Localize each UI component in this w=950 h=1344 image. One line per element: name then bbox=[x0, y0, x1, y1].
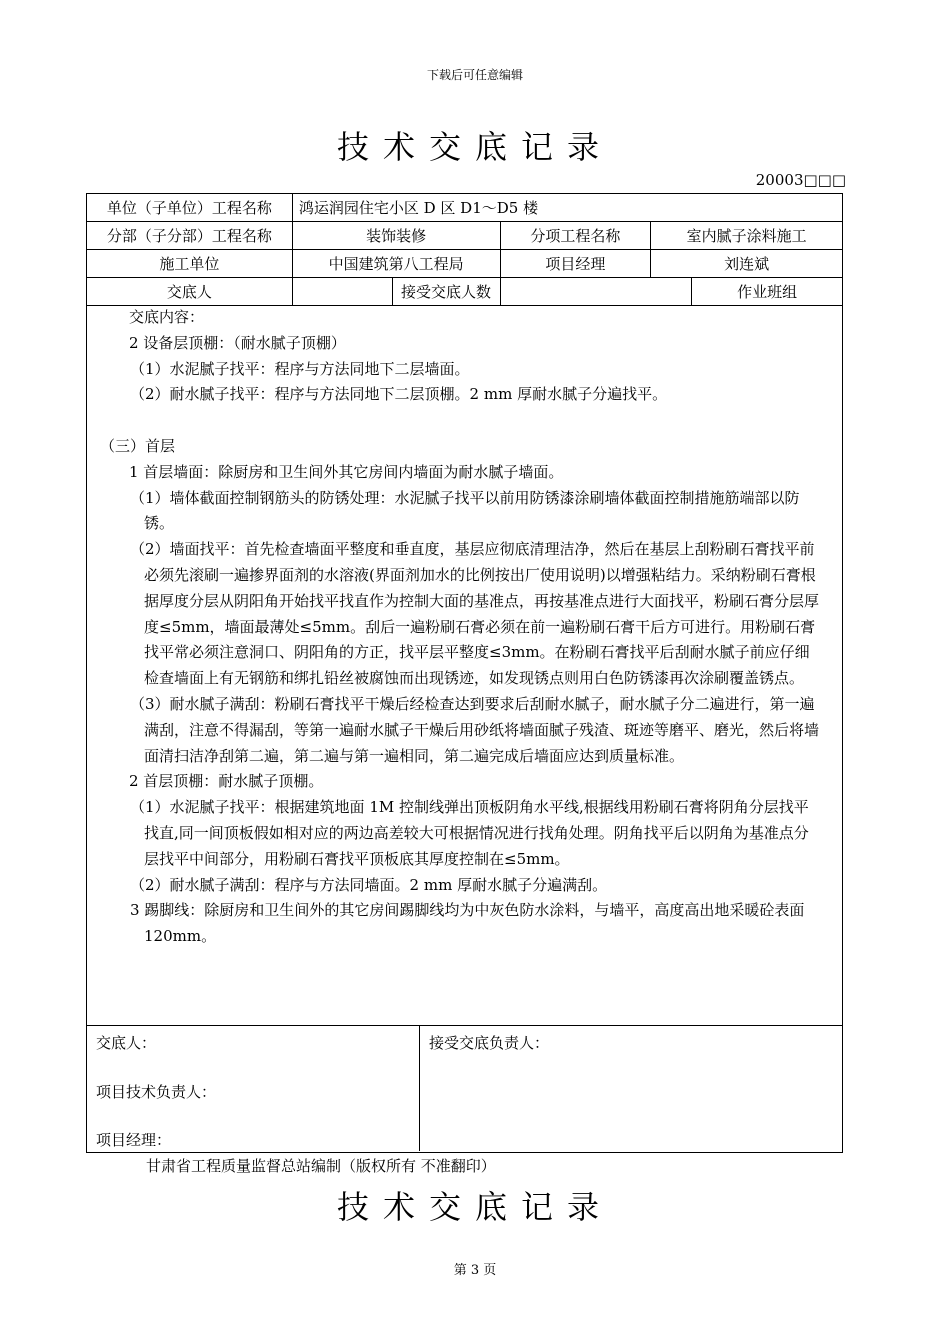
receivers-label: 接受交底人数 bbox=[392, 278, 500, 306]
table-row bbox=[87, 278, 843, 306]
item-label: 分项工程名称 bbox=[500, 222, 651, 250]
blank-line bbox=[96, 408, 821, 434]
pm-value: 刘连斌 bbox=[651, 250, 843, 278]
project-info-table bbox=[86, 193, 843, 306]
division-value: 装饰装修 bbox=[292, 222, 500, 250]
table-row bbox=[87, 250, 843, 278]
tech-lead-sign-label[interactable]: 项目技术负责人： bbox=[96, 1083, 217, 1101]
receivers-value[interactable] bbox=[500, 278, 692, 306]
manager-sign-label[interactable]: 项目经理： bbox=[96, 1131, 172, 1149]
disclosure-content bbox=[96, 305, 821, 950]
contractor-value: 中国建筑第八工程局 bbox=[292, 250, 500, 278]
footer-note: 甘肃省工程质量监督总站编制（版权所有 不准翻印） bbox=[146, 1157, 496, 1175]
document-code: 20003□□□ bbox=[755, 171, 846, 189]
content-line: （1）墙体截面控制钢筋头的防锈处理：水泥腻子找平以前用防锈漆涂刷墙体截面控制措施筋端部以防锈。 bbox=[130, 488, 800, 533]
receiver-sign-label[interactable]: 接受交底负责人： bbox=[429, 1034, 550, 1052]
table-row bbox=[87, 222, 843, 250]
content-line: （2）墙面找平：首先检查墙面平整度和垂直度，基层应彻底清理洁净，然后在基层上刮粉刷石膏找平前必须先滚刷一遍掺界面剂的水溶液(界面剂加水的比例按出厂使用说明)以增强粘结力。采纳粉刷石膏根据厚度分层从阴阳角开始找平找直作为控制大面的基准点，再按基准点进行大面找平，粉刷石膏分层厚度≤5mm，墙面最薄处≤5mm。刮后一遍粉刷石膏必须在前一遍粉刷石膏干后方可进行。用粉刷石膏找平常必须注意洞口、阴阳角的方正，找平层平整度≤3mm。在粉刷石膏找平后刮耐水腻子前应仔细检查墙面上有无钢筋和绑扎铅丝被腐蚀而出现锈迹，如发现锈点则用白色防锈漆再次涂刷覆盖锈点。 bbox=[130, 540, 820, 688]
content-heading: 交底内容： bbox=[129, 308, 205, 326]
content-line: 2 首层顶棚：耐水腻子顶棚。 bbox=[129, 772, 324, 791]
content-line: 3 踢脚线：除厨房和卫生间外的其它房间踢脚线均为中灰色防水涂料，与墙平，高度高出地采暖砼表面 120mm。 bbox=[130, 901, 805, 946]
content-line: （1）水泥腻子找平：程序与方法同地下二层墙面。 bbox=[130, 359, 470, 378]
page-title: 技术交底记录 bbox=[336, 128, 613, 166]
contractor-label: 施工单位 bbox=[87, 250, 293, 278]
presenter-label: 交底人 bbox=[87, 278, 293, 306]
unit-value: 鸿运润园住宅小区 D 区 D1～D5 楼 bbox=[292, 194, 842, 222]
pm-label: 项目经理 bbox=[500, 250, 651, 278]
repeat-title: 技术交底记录 bbox=[336, 1188, 613, 1226]
content-line: 1 首层墙面：除厨房和卫生间外其它房间内墙面为耐水腻子墙面。 bbox=[129, 462, 564, 481]
unit-label: 单位（子单位）工程名称 bbox=[87, 194, 293, 222]
presenter-sign-label[interactable]: 交底人： bbox=[96, 1034, 157, 1052]
division-label: 分部（子分部）工程名称 bbox=[87, 222, 293, 250]
item-value: 室内腻子涂料施工 bbox=[651, 222, 843, 250]
presenter-value[interactable] bbox=[292, 278, 392, 306]
content-line: 2 设备层顶棚：（耐水腻子顶棚） bbox=[129, 333, 346, 352]
content-section: （三）首层 bbox=[100, 436, 176, 455]
team-label: 作业班组 bbox=[692, 278, 843, 306]
content-line: （3）耐水腻子满刮：粉刷石膏找平干燥后经检查达到要求后刮耐水腻子，耐水腻子分二遍进行，第一遍满刮，注意不得漏刮，等第一遍耐水腻子干燥后用砂纸将墙面腻子残渣、斑迹等磨平、磨光，然后将墙面清扫洁净刮第二遍，第二遍与第一遍相同，第二遍完成后墙面应达到质量标准。 bbox=[130, 694, 820, 765]
table-row bbox=[87, 194, 843, 222]
header-note: 下载后可任意编辑 bbox=[426, 68, 523, 82]
content-line: （2）耐水腻子找平：程序与方法同地下二层顶棚。2 mm 厚耐水腻子分遍找平。 bbox=[130, 385, 668, 404]
page-number: 第 3 页 bbox=[453, 1263, 497, 1278]
content-line: （2）耐水腻子满刮：程序与方法同墙面。2 mm 厚耐水腻子分遍满刮。 bbox=[130, 875, 608, 894]
content-line: （1）水泥腻子找平：根据建筑地面 1M 控制线弹出顶板阴角水平线,根据线用粉刷石膏将阴角分层找平找直,同一间顶板假如相对应的两边高差较大可根据情况进行找角处理。阴角找平后以阴角为基准点分层找平中间部分，用粉刷石膏找平顶板底其厚度控制在≤5mm。 bbox=[130, 798, 809, 868]
